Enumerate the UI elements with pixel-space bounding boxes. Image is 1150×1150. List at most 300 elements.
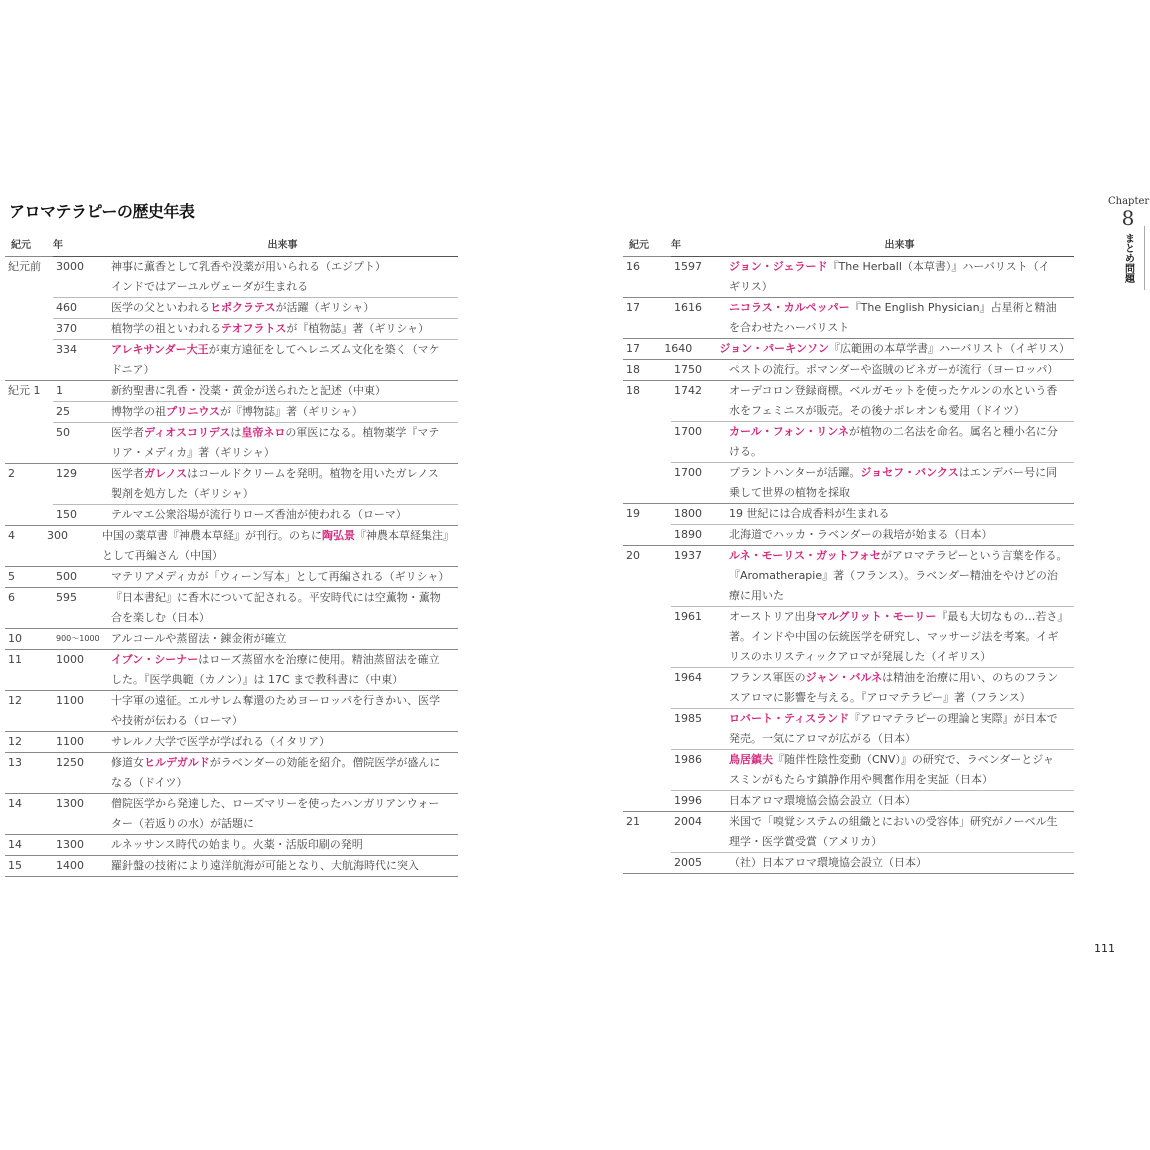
page-title: アロマテラピーの歴史年表 bbox=[9, 202, 195, 221]
chapter-divider bbox=[1144, 226, 1145, 290]
event-text: 日本アロマ環境協会協会設立（日本） bbox=[729, 794, 916, 807]
event-text: はローズ蒸留水を治療に使用。精油蒸留法を確立 bbox=[198, 653, 440, 666]
highlighted-name: 陶弘景 bbox=[322, 529, 355, 542]
event-cell bbox=[729, 791, 1074, 811]
event-text: として再編さん（中国） bbox=[102, 549, 223, 562]
event-cell bbox=[111, 567, 458, 587]
era-entries bbox=[53, 856, 458, 877]
event-cell bbox=[729, 812, 1074, 852]
highlighted-name: ジャン・バルネ bbox=[805, 671, 883, 684]
event-text: 『日本書紀』に香木について記される。平安時代には空薫物・薫物 bbox=[111, 591, 441, 604]
era-cell: 18 bbox=[623, 381, 671, 504]
era-group bbox=[623, 257, 1074, 298]
year-cell: 1616 bbox=[674, 301, 702, 314]
era-cell: 17 bbox=[623, 298, 671, 339]
year-cell: 1890 bbox=[674, 528, 702, 541]
year-cell: 1640 bbox=[664, 342, 693, 355]
year-cell: 129 bbox=[56, 467, 77, 480]
event-text: 植物学の祖といわれる bbox=[111, 322, 221, 335]
event-cell bbox=[111, 423, 458, 463]
highlighted-name: テオフラトス bbox=[221, 322, 287, 335]
event-text: を合わせたハーバリスト bbox=[729, 321, 850, 334]
event-text: 水をフェミニスが販売。その後ナポレオンも愛用（ドイツ） bbox=[729, 404, 1025, 417]
table-row bbox=[53, 856, 458, 877]
event-line bbox=[111, 567, 454, 587]
event-text: や技術が伝わる（ローマ） bbox=[111, 714, 243, 727]
era-entries bbox=[53, 629, 458, 650]
highlighted-name: ロバート・ティスランド bbox=[729, 712, 850, 725]
year-cell: 1742 bbox=[674, 384, 702, 397]
year-cell: 1700 bbox=[674, 466, 702, 479]
era-group bbox=[623, 298, 1074, 339]
event-line bbox=[729, 401, 1070, 421]
event-line bbox=[111, 443, 454, 463]
event-text: オーストリア出身 bbox=[729, 610, 817, 623]
year-cell: 50 bbox=[56, 426, 70, 439]
event-line bbox=[111, 402, 454, 422]
event-line bbox=[111, 277, 454, 297]
era-group bbox=[623, 504, 1074, 546]
event-line bbox=[111, 608, 454, 628]
event-text: が植物の二名法を命名。属名と種小名に分 bbox=[848, 425, 1058, 438]
table-row bbox=[53, 650, 458, 691]
era-entries bbox=[53, 257, 458, 381]
event-text: は bbox=[230, 426, 242, 439]
table-row bbox=[53, 423, 458, 464]
event-text: 発売。一気にアロマが広がる（日本） bbox=[729, 732, 916, 745]
event-text: 製剤を処方した（ギリシャ） bbox=[111, 487, 254, 500]
year-cell: 1 bbox=[56, 384, 63, 397]
highlighted-name: ガレノス bbox=[144, 467, 188, 480]
event-line bbox=[729, 566, 1070, 586]
event-line bbox=[729, 627, 1070, 647]
era-group bbox=[623, 546, 1074, 812]
event-cell bbox=[729, 381, 1074, 421]
event-text: がアロマテラピーという言葉を作る。 bbox=[880, 549, 1068, 562]
event-text: スミンがもたらす鎮静作用や興奮作用を実証（日本） bbox=[729, 773, 993, 786]
event-text: 医学者 bbox=[111, 467, 144, 480]
event-text: 米国で「嗅覚システムの組織とにおいの受容体」研究がノーベル生 bbox=[729, 815, 1058, 828]
table-row bbox=[671, 422, 1074, 463]
table-header bbox=[623, 236, 1074, 257]
era-cell: 12 bbox=[5, 732, 53, 753]
event-text: フランス軍医の bbox=[729, 671, 806, 684]
era-cell: 紀元 1 bbox=[5, 381, 53, 464]
event-cell bbox=[102, 526, 458, 566]
chapter-title: まとめ問題 bbox=[1122, 233, 1134, 283]
event-line bbox=[111, 381, 454, 401]
event-cell bbox=[111, 340, 458, 380]
event-cell bbox=[729, 525, 1074, 545]
table-row bbox=[53, 257, 458, 298]
event-cell bbox=[729, 298, 1074, 338]
event-text: サレルノ大学で医学が学ばれる（イタリア） bbox=[111, 735, 331, 748]
event-line bbox=[111, 484, 454, 504]
table-row bbox=[671, 298, 1074, 339]
event-cell bbox=[111, 835, 458, 855]
event-text: 医学の父といわれる bbox=[111, 301, 210, 314]
event-text: した。『医学典範（カノン）』は 17C まで教科書に（中東） bbox=[111, 673, 404, 686]
year-cell: 1000 bbox=[56, 653, 84, 666]
table-row bbox=[671, 360, 1074, 381]
event-text: スアロマに影響を与える。『アロマテラピー』著（フランス） bbox=[729, 691, 1031, 704]
table-row bbox=[671, 463, 1074, 504]
highlighted-name: ディオスコリデス bbox=[144, 426, 231, 439]
event-text: アルコールや蒸留法・錬金術が確立 bbox=[111, 632, 287, 645]
event-line bbox=[729, 442, 1070, 462]
event-line bbox=[111, 257, 454, 277]
event-cell bbox=[111, 402, 458, 422]
event-cell bbox=[719, 339, 1074, 359]
era-group bbox=[5, 650, 458, 691]
era-cell: 4 bbox=[5, 526, 44, 567]
event-text: ター（若返りの水）が話題に bbox=[111, 817, 254, 830]
table-row bbox=[53, 691, 458, 732]
event-text: 『神農本草経集注』 bbox=[355, 529, 454, 542]
era-entries bbox=[671, 546, 1074, 812]
era-cell: 5 bbox=[5, 567, 53, 588]
table-header bbox=[5, 236, 458, 257]
highlighted-name: 鳥居鎮夫 bbox=[729, 753, 773, 766]
era-cell: 6 bbox=[5, 588, 53, 629]
event-text: が東方遠征をしてヘレニズム文化を築く（マケ bbox=[208, 343, 440, 356]
table-row bbox=[53, 464, 458, 505]
chapter-number: 8 bbox=[1121, 206, 1135, 230]
event-text: 『Aromatherapie』著（フランス）。ラベンダー精油をやけどの治 bbox=[729, 569, 1058, 582]
year-cell: 500 bbox=[56, 570, 77, 583]
event-text: 中国の薬草書『神農本草経』が刊行。のちに bbox=[102, 529, 322, 542]
era-cell: 14 bbox=[5, 835, 53, 856]
event-line bbox=[719, 339, 1070, 359]
event-line bbox=[111, 670, 454, 690]
era-group bbox=[623, 339, 1074, 360]
era-cell: 17 bbox=[623, 339, 661, 360]
table-row bbox=[671, 750, 1074, 791]
event-line bbox=[111, 298, 454, 318]
era-entries bbox=[53, 381, 458, 464]
event-text: は精油を治療に用い、のちのフラン bbox=[882, 671, 1059, 684]
table-row bbox=[671, 791, 1074, 812]
header-year: 年 bbox=[53, 240, 63, 251]
event-cell bbox=[729, 422, 1074, 462]
event-cell bbox=[729, 546, 1074, 606]
event-text: ペストの流行。ポマンダーや盗賊のビネガーが流行（ヨーロッパ） bbox=[729, 363, 1059, 376]
event-line bbox=[111, 856, 454, 876]
event-line bbox=[729, 729, 1070, 749]
year-cell: 1700 bbox=[674, 425, 702, 438]
event-line bbox=[729, 791, 1070, 811]
event-line bbox=[111, 711, 454, 731]
era-entries bbox=[671, 504, 1074, 546]
event-cell bbox=[111, 794, 458, 834]
era-entries bbox=[671, 360, 1074, 381]
year-cell: 1964 bbox=[674, 671, 702, 684]
event-line bbox=[111, 629, 454, 649]
event-text: 『随伴性陰性変動（CNV）』の研究で、ラベンダーとジャ bbox=[773, 753, 1055, 766]
table-row bbox=[671, 504, 1074, 525]
event-text: 『最も大切なもの…若さ』 bbox=[936, 610, 1069, 623]
event-line bbox=[729, 812, 1070, 832]
highlighted-name: ルネ・モーリス・ガットフォセ bbox=[729, 549, 881, 562]
event-line bbox=[729, 483, 1070, 503]
table-row bbox=[53, 505, 458, 526]
era-entries bbox=[53, 588, 458, 629]
event-text: ける。 bbox=[729, 445, 762, 458]
event-cell bbox=[111, 588, 458, 628]
event-line bbox=[729, 381, 1070, 401]
event-text: の軍医になる。植物薬学『マテ bbox=[285, 426, 440, 439]
event-line bbox=[729, 770, 1070, 790]
event-line bbox=[111, 794, 454, 814]
event-text: ギリス） bbox=[729, 280, 773, 293]
event-text: が活躍（ギリシャ） bbox=[275, 301, 375, 314]
era-cell: 21 bbox=[623, 812, 671, 874]
table-row bbox=[671, 525, 1074, 546]
year-cell: 1986 bbox=[674, 753, 702, 766]
chapter-label: Chapter bbox=[1108, 196, 1150, 207]
event-cell bbox=[111, 650, 458, 690]
event-text: 神事に薫香として乳香や没薬が用いられる（エジプト） bbox=[111, 260, 386, 273]
event-line bbox=[729, 463, 1070, 483]
table-row bbox=[671, 812, 1074, 853]
table-row bbox=[671, 607, 1074, 668]
era-entries bbox=[53, 650, 458, 691]
year-cell: 1985 bbox=[674, 712, 702, 725]
table-row bbox=[671, 257, 1074, 298]
event-line bbox=[729, 277, 1070, 297]
header-year: 年 bbox=[671, 240, 681, 251]
event-text: テルマエ公衆浴場が流行りローズ香油が使われる（ローマ） bbox=[111, 508, 407, 521]
event-line bbox=[102, 526, 454, 546]
event-text: 羅針盤の技術により遠洋航海が可能となり、大航海時代に突入 bbox=[111, 859, 419, 872]
event-cell bbox=[111, 753, 458, 793]
era-entries bbox=[53, 753, 458, 794]
era-cell: 11 bbox=[5, 650, 53, 691]
year-cell: 1750 bbox=[674, 363, 702, 376]
year-cell: 3000 bbox=[56, 260, 84, 273]
event-text: 理学・医学賞受賞（アメリカ） bbox=[729, 835, 883, 848]
year-cell: 1250 bbox=[56, 756, 84, 769]
era-group bbox=[5, 526, 458, 567]
year-cell: 1961 bbox=[674, 610, 702, 623]
era-group bbox=[623, 812, 1074, 874]
event-text: 僧院医学から発達した、ローズマリーを使ったハンガリアンウォー bbox=[111, 797, 440, 810]
event-text: はコールドクリームを発明。植物を用いたガレノス bbox=[187, 467, 439, 480]
era-entries bbox=[53, 835, 458, 856]
event-cell bbox=[729, 750, 1074, 790]
year-cell: 334 bbox=[56, 343, 77, 356]
era-entries bbox=[53, 464, 458, 526]
era-group bbox=[623, 360, 1074, 381]
event-line bbox=[111, 691, 454, 711]
event-text: オーデコロン登録商標。ベルガモットを使ったケルンの水という香 bbox=[729, 384, 1058, 397]
event-line bbox=[111, 773, 454, 793]
event-cell bbox=[111, 505, 458, 525]
event-text: ドニア） bbox=[111, 363, 155, 376]
era-group bbox=[5, 732, 458, 753]
table-row bbox=[53, 298, 458, 319]
era-entries bbox=[53, 732, 458, 753]
event-line bbox=[111, 588, 454, 608]
event-text: 著。インドや中国の伝統医学を研究し、マッサージ法を考案。イギ bbox=[729, 630, 1059, 643]
event-cell bbox=[729, 853, 1074, 873]
header-event: 出来事 bbox=[884, 240, 915, 251]
era-group bbox=[5, 381, 458, 464]
era-group bbox=[5, 794, 458, 835]
event-text: プラントハンターが活躍。 bbox=[729, 466, 861, 479]
event-line bbox=[729, 688, 1070, 708]
era-group bbox=[5, 588, 458, 629]
year-cell: 1937 bbox=[674, 549, 702, 562]
year-cell: 300 bbox=[47, 529, 68, 542]
event-line bbox=[729, 607, 1070, 627]
event-line bbox=[111, 505, 454, 525]
event-line bbox=[729, 750, 1070, 770]
event-text: 合を楽しむ（日本） bbox=[111, 611, 210, 624]
table-body bbox=[5, 257, 458, 877]
event-text: 『The English Physician』占星術と精油 bbox=[849, 301, 1057, 314]
event-line bbox=[729, 647, 1070, 667]
chapter-tab bbox=[1108, 196, 1148, 283]
era-group bbox=[5, 856, 458, 877]
era-entries bbox=[44, 526, 458, 567]
highlighted-name: ヒポクラテス bbox=[210, 301, 276, 314]
era-cell: 16 bbox=[623, 257, 671, 298]
event-cell bbox=[729, 607, 1074, 667]
event-line bbox=[111, 423, 454, 443]
era-entries bbox=[671, 298, 1074, 339]
table-row bbox=[53, 732, 458, 753]
event-line bbox=[102, 546, 454, 566]
event-cell bbox=[111, 629, 458, 649]
table-row bbox=[671, 668, 1074, 709]
year-cell: 1400 bbox=[56, 859, 84, 872]
event-line bbox=[729, 586, 1070, 606]
event-text: 19 世紀には合成香料が生まれる bbox=[729, 507, 890, 520]
event-text: （社）日本アロマ環境協会設立（日本） bbox=[729, 856, 927, 869]
era-cell: 14 bbox=[5, 794, 53, 835]
event-line bbox=[729, 422, 1070, 442]
highlighted-name: アレキサンダー大王 bbox=[111, 343, 209, 356]
event-line bbox=[111, 814, 454, 834]
era-cell: 19 bbox=[623, 504, 671, 546]
event-cell bbox=[729, 709, 1074, 749]
highlighted-name: マルグリット・モーリー bbox=[816, 610, 937, 623]
era-entries bbox=[671, 257, 1074, 298]
event-cell bbox=[111, 856, 458, 876]
era-cell: 18 bbox=[623, 360, 671, 381]
event-cell bbox=[111, 464, 458, 504]
table-body bbox=[623, 257, 1074, 874]
event-cell bbox=[729, 504, 1074, 524]
event-text: 『The Herball（本草書）』ハーバリスト（イ bbox=[827, 260, 1050, 273]
highlighted-name: ジョセフ・バンクス bbox=[860, 466, 959, 479]
left-history-table bbox=[5, 236, 458, 877]
event-line bbox=[729, 318, 1070, 338]
event-cell bbox=[111, 381, 458, 401]
era-entries bbox=[53, 691, 458, 732]
event-line bbox=[111, 650, 454, 670]
era-entries bbox=[53, 794, 458, 835]
event-line bbox=[111, 319, 454, 339]
year-cell: 150 bbox=[56, 508, 77, 521]
event-line bbox=[111, 753, 454, 773]
event-text: が『植物誌』著（ギリシャ） bbox=[286, 322, 430, 335]
event-text: 『アロマテラピーの理論と実際』が日本で bbox=[849, 712, 1058, 725]
event-text: はエンデバー号に同 bbox=[958, 466, 1058, 479]
event-text: 乗して世界の植物を採取 bbox=[729, 486, 850, 499]
table-row bbox=[53, 629, 458, 650]
header-event: 出来事 bbox=[267, 240, 298, 251]
event-line bbox=[729, 257, 1070, 277]
year-cell: 1300 bbox=[56, 838, 84, 851]
event-text: 新約聖書に乳香・没薬・黄金が送られたと記述（中東） bbox=[111, 384, 386, 397]
event-line bbox=[729, 546, 1070, 566]
era-group bbox=[5, 464, 458, 526]
event-text: リア・メディカ』著（ギリシャ） bbox=[111, 446, 275, 459]
event-line bbox=[729, 853, 1070, 873]
event-line bbox=[111, 340, 454, 360]
table-row bbox=[53, 753, 458, 794]
era-group bbox=[5, 567, 458, 588]
table-row bbox=[671, 381, 1074, 422]
year-cell: 25 bbox=[56, 405, 70, 418]
event-line bbox=[729, 668, 1070, 688]
year-cell: 900～1000 bbox=[56, 634, 100, 643]
table-row bbox=[53, 381, 458, 402]
event-cell bbox=[111, 298, 458, 318]
era-cell: 紀元前 bbox=[5, 257, 53, 381]
event-line bbox=[111, 732, 454, 752]
header-era: 紀元 bbox=[5, 236, 53, 257]
year-cell: 2004 bbox=[674, 815, 702, 828]
era-cell: 2 bbox=[5, 464, 53, 526]
event-line bbox=[111, 835, 454, 855]
era-group bbox=[5, 691, 458, 732]
year-cell: 1100 bbox=[56, 694, 84, 707]
year-cell: 2005 bbox=[674, 856, 702, 869]
highlighted-name: ジョン・パーキンソン bbox=[719, 342, 829, 355]
table-row bbox=[671, 546, 1074, 607]
era-entries bbox=[53, 567, 458, 588]
event-text: 医学者 bbox=[111, 426, 144, 439]
table-row bbox=[44, 526, 458, 567]
event-line bbox=[729, 525, 1070, 545]
table-row bbox=[53, 794, 458, 835]
year-cell: 370 bbox=[56, 322, 77, 335]
event-cell bbox=[111, 691, 458, 731]
event-cell bbox=[729, 257, 1074, 297]
table-row bbox=[53, 402, 458, 423]
event-text: マテリアメディカが「ウィーン写本」として再編される（ギリシャ） bbox=[111, 570, 450, 583]
year-cell: 595 bbox=[56, 591, 77, 604]
era-entries bbox=[671, 812, 1074, 874]
event-text: 療に用いた bbox=[729, 589, 784, 602]
event-text: リスのホリスティックアロマが発展した（イギリス） bbox=[729, 650, 992, 663]
event-cell bbox=[729, 463, 1074, 503]
event-line bbox=[729, 709, 1070, 729]
event-text: ルネッサンス時代の始まり。火薬・活版印刷の発明 bbox=[111, 838, 363, 851]
table-row bbox=[671, 853, 1074, 874]
era-entries bbox=[661, 339, 1074, 360]
table-row bbox=[53, 567, 458, 588]
event-cell bbox=[729, 668, 1074, 708]
event-text: 『広範囲の本草学書』ハーバリスト（イギリス） bbox=[828, 342, 1070, 355]
era-group bbox=[5, 257, 458, 381]
era-cell: 12 bbox=[5, 691, 53, 732]
table-row bbox=[53, 588, 458, 629]
year-cell: 1100 bbox=[56, 735, 84, 748]
